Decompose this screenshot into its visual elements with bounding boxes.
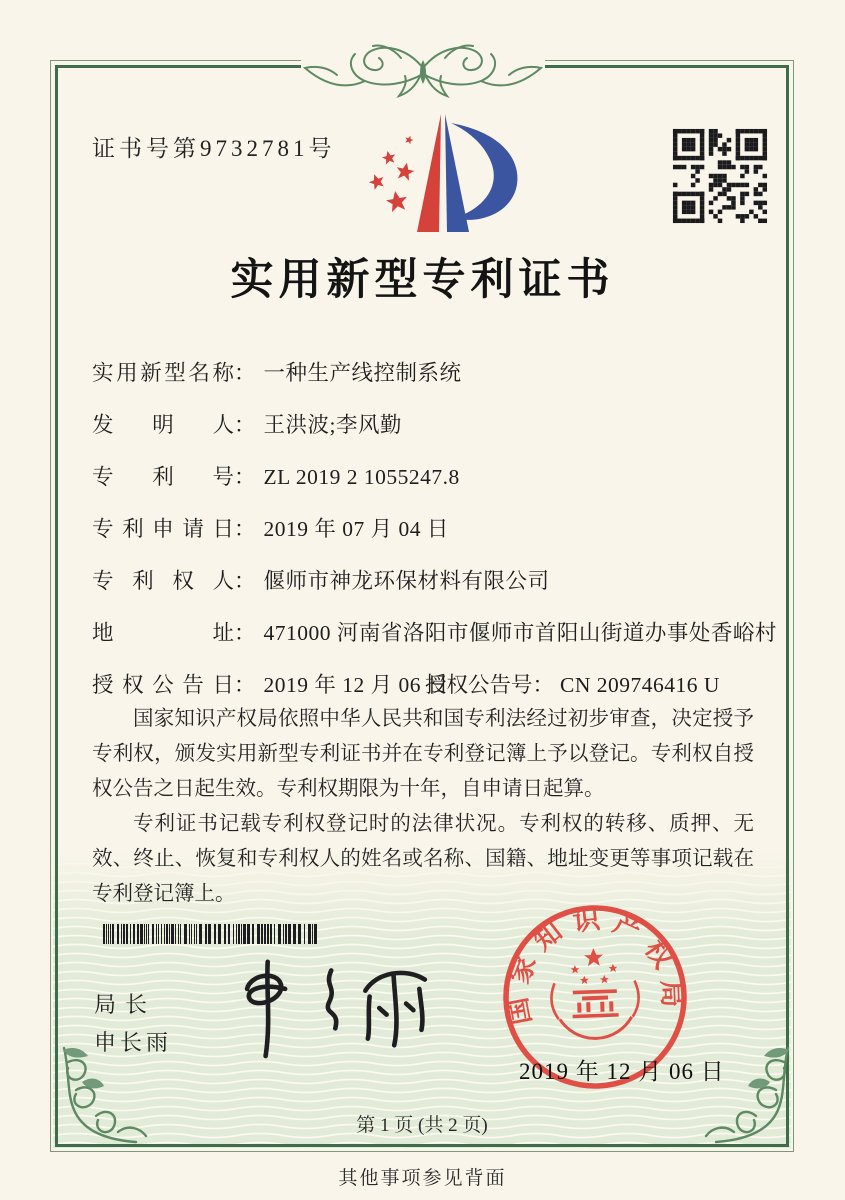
barcode-bar — [103, 924, 105, 944]
barcode-bar — [137, 924, 139, 944]
barcode-bar — [152, 924, 154, 944]
barcode-bar — [156, 924, 157, 944]
field-label: 实用新型名称 — [92, 361, 234, 385]
field-value: 一种生产线控制系统 — [263, 361, 462, 385]
barcode-bar — [252, 924, 254, 944]
legal-paragraph: 国家知识产权局依照中华人民共和国专利法经过初步审查，决定授予专利权，颁发实用新型专利证书并在专利登记簿上予以登记。专利权自授权公告之日起生效。专利权期限为十年，自申请日起算。 — [92, 708, 754, 800]
field-colon: ： — [234, 569, 256, 593]
barcode-bar — [140, 924, 143, 944]
field-row-filing-date — [92, 512, 754, 564]
barcode — [103, 924, 323, 944]
field-value: 471000 河南省洛阳市偃师市首阳山街道办事处香峪村 — [263, 621, 777, 645]
barcode-bar — [224, 924, 226, 944]
barcode-bar — [261, 924, 263, 944]
barcode-bar — [228, 924, 230, 944]
field-label: 授权公告日 — [92, 673, 234, 697]
field-label: 专利申请日 — [92, 517, 234, 541]
field-colon: ： — [234, 465, 256, 489]
svg-text:国家知识产权局 — [499, 901, 688, 1027]
barcode-bar — [241, 924, 242, 944]
barcode-bar — [304, 924, 305, 944]
back-note: 其他事项参见背面 — [338, 1168, 507, 1189]
barcode-bar — [121, 924, 122, 944]
cnipa-logo-icon — [345, 108, 535, 238]
barcode-bar — [233, 924, 234, 944]
barcode-bar — [161, 924, 162, 944]
field-colon: ： — [234, 413, 256, 437]
field-colon: ： — [234, 621, 256, 645]
barcode-bar — [208, 924, 211, 944]
barcode-bar — [205, 924, 207, 944]
barcode-bar — [180, 924, 181, 944]
barcode-bar — [117, 924, 119, 944]
barcode-bar — [184, 924, 187, 944]
field-value: ZL 2019 2 1055247.8 — [263, 465, 460, 489]
field-row-name — [92, 356, 754, 408]
barcode-bar — [194, 924, 195, 944]
barcode-bar — [148, 924, 149, 944]
barcode-bar — [169, 924, 170, 944]
barcode-bar — [298, 924, 301, 944]
barcode-bar — [175, 924, 176, 944]
field-colon: ： — [532, 673, 555, 697]
barcode-bar — [236, 924, 237, 944]
barcode-bar — [257, 924, 260, 944]
top-flourish-ornament — [295, 38, 551, 116]
barcode-bar — [285, 924, 287, 944]
barcode-bar — [144, 924, 145, 944]
barcode-bar — [270, 924, 272, 944]
qr-code — [664, 120, 776, 232]
page-indicator: 第 1 页 (共 2 页) — [356, 1115, 488, 1136]
barcode-bar — [106, 924, 107, 944]
field-value: 偃师市神龙环保材料有限公司 — [263, 569, 550, 593]
field-row-patentee — [92, 564, 754, 616]
field-list — [92, 356, 777, 720]
barcode-bar — [130, 924, 131, 944]
barcode-bar — [133, 924, 135, 944]
field-row-patent-no — [92, 460, 754, 512]
legal-text — [92, 702, 754, 912]
signature-image — [236, 948, 446, 1060]
barcode-bar — [238, 924, 240, 944]
field-label: 发明人 — [92, 413, 234, 437]
barcode-bar — [308, 924, 311, 944]
field-value: 王洪波;李风勤 — [263, 413, 402, 437]
barcode-bar — [293, 924, 296, 944]
field-row-inventor — [92, 408, 754, 460]
barcode-bar — [196, 924, 197, 944]
field-value: 2019 年 07 月 04 日 — [263, 517, 449, 541]
barcode-bar — [108, 924, 109, 944]
barcode-bar — [146, 924, 147, 944]
certificate-number: 证书号第9732781号 — [92, 136, 336, 161]
barcode-bar — [110, 924, 111, 944]
barcode-bar — [178, 924, 179, 944]
field-label: 专利权人 — [92, 569, 234, 593]
barcode-bar — [199, 924, 202, 944]
signer-name: 申长雨 — [94, 1030, 173, 1055]
barcode-bar — [126, 924, 128, 944]
field-value: 2019 年 12 月 06 日 — [263, 673, 449, 697]
barcode-bar — [189, 924, 190, 944]
barcode-bar — [158, 924, 159, 944]
barcode-bar — [123, 924, 125, 944]
field-colon: ： — [234, 361, 256, 385]
barcode-bar — [267, 924, 269, 944]
barcode-bar — [283, 924, 284, 944]
field-label: 专利号 — [92, 465, 234, 489]
field-value: CN 209746416 U — [560, 673, 720, 697]
field-row-address — [92, 616, 777, 668]
certificate-title: 实用新型专利证书 — [230, 257, 615, 304]
legal-paragraph: 专利证书记载专利权登记时的法律状况。专利权的转移、质押、无效、终止、恢复和专利权人的姓名或名称、国籍、地址变更等事项记载在专利登记簿上。 — [92, 813, 754, 905]
barcode-bar — [274, 924, 275, 944]
seal-date: 2019 年 12 月 06 日 — [519, 1059, 725, 1084]
signer-title: 局长 — [94, 992, 157, 1017]
barcode-bar — [164, 924, 165, 944]
field-colon: ： — [234, 517, 256, 541]
barcode-bar — [166, 924, 168, 944]
barcode-bar — [247, 924, 250, 944]
barcode-bar — [288, 924, 291, 944]
barcode-bar — [191, 924, 192, 944]
barcode-bar — [214, 924, 216, 944]
barcode-bar — [171, 924, 174, 944]
field-label: 地址 — [92, 621, 234, 645]
barcode-bar — [243, 924, 246, 944]
barcode-bar — [264, 924, 266, 944]
barcode-bar — [278, 924, 281, 944]
field-label: 授权公告号 — [425, 673, 533, 697]
barcode-bar — [218, 924, 221, 944]
barcode-bar — [312, 924, 313, 944]
grant-number-pair — [425, 668, 720, 699]
seal-text: 国家知识产权局 — [502, 903, 688, 1028]
barcode-bar — [314, 924, 317, 944]
field-colon: ： — [234, 673, 256, 697]
barcode-bar — [112, 924, 114, 944]
